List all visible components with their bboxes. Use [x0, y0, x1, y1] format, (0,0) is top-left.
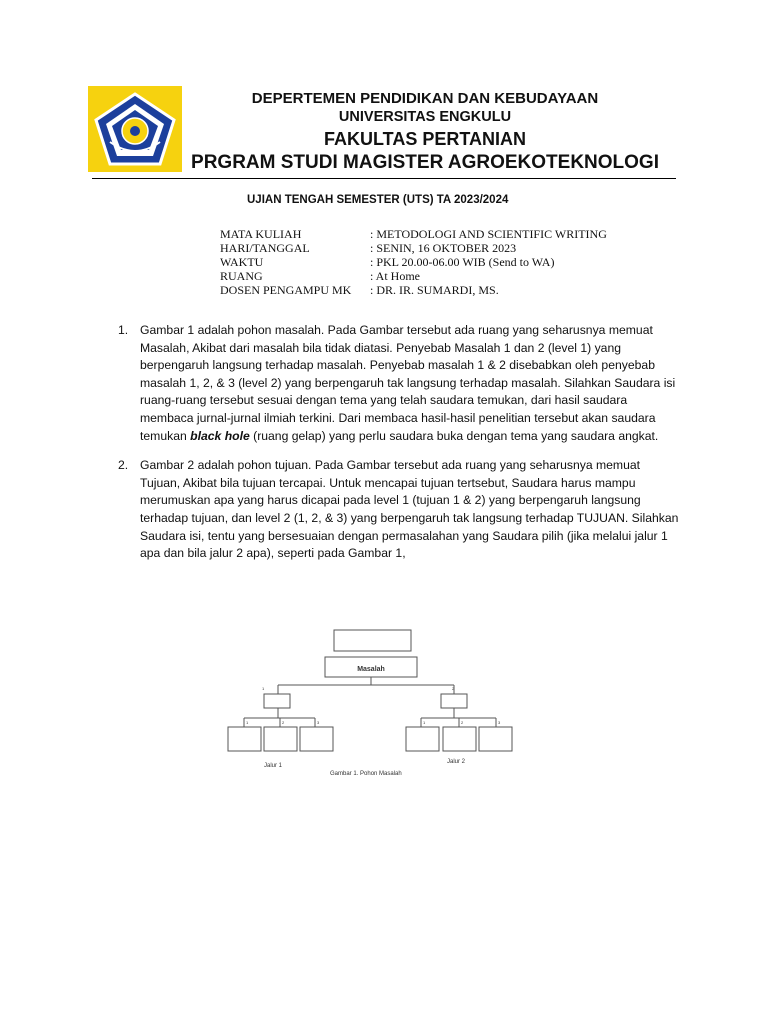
header-divider	[92, 178, 676, 179]
question-item	[118, 457, 678, 563]
subcause-number: 2	[282, 720, 285, 725]
info-row-lecturer	[220, 283, 499, 297]
path-label-2: Jalur 2	[447, 759, 466, 765]
subcause-number: 1	[246, 720, 249, 725]
diagram-caption: Gambar 1. Pohon Masalah	[330, 771, 402, 777]
info-row-room	[220, 269, 420, 283]
info-label: DOSEN PENGAMPU MK	[220, 283, 352, 297]
question-text	[140, 322, 680, 445]
question-number: 1.	[118, 323, 129, 337]
info-row-course	[220, 227, 607, 241]
exam-title: UJIAN TENGAH SEMESTER (UTS) TA 2023/2024	[247, 194, 509, 206]
info-row-date	[220, 241, 516, 255]
cause-number: 1	[262, 686, 265, 691]
subcause-number: 3	[498, 720, 501, 725]
subcause-box	[443, 727, 476, 751]
cause-box-2	[441, 694, 467, 708]
problem-label: Masalah	[357, 666, 385, 673]
subcause-number: 3	[317, 720, 320, 725]
university-logo	[88, 86, 182, 172]
question-text	[140, 457, 680, 563]
subcause-box	[264, 727, 297, 751]
info-row-time	[220, 255, 554, 269]
subcause-box	[300, 727, 333, 751]
info-value: : DR. IR. SUMARDI, MS.	[370, 283, 499, 297]
question-text-part: Gambar 2 adalah pohon tujuan. Pada Gambar tersebut ada ruang yang seharusnya memuat Tujuan, Akibat bila tujuan tercapai. Untuk mencapai tujuan tertsebut, Saudara harus mampu merumuskan apa yang harus dicapai pada level 1 (tujuan 1 & 2) yang berpengaruh langsung terhadap tujuan, dan level 2 (1, 2, & 3) yang berpengaruh tak langsung terhadap TUJUAN. Silahkan Saudara isi, tentu yang bersesuaian dengan permasalahan yang Saudara pilih (jika melalui jalur 1 apa dan bila jalur 2 apa), seperti pada Gambar 1,	[140, 458, 679, 561]
question-number: 2.	[118, 458, 129, 473]
info-label: RUANG	[220, 269, 263, 283]
effect-box	[334, 630, 411, 651]
cause-box-1	[264, 694, 290, 708]
question-text-part: Gambar 1 adalah pohon masalah. Pada Gambar tersebut ada ruang yang seharusnya memuat Masalah, Akibat dari masalah bila tidak diatasi. Penyebab Masalah 1 dan 2 (level 1) yang berpengaruh langsung terhadap masalah. Penyebab masalah 1 & 2 disebabkan oleh penyebab masalah 1, 2, & 3 (level 2) yang berpengaruh tak langsung terhadap masalah. Silahkan Saudara isi ruang-ruang tersebut sesuai dengan tema yang telah saudara temukan, dari hasil saudara membaca jurnal-jurnal ilmiah terkini. Dari membaca hasil-hasil penelitian tersebut akan saudara temukan	[140, 323, 676, 443]
info-value: : At Home	[370, 269, 420, 283]
subcause-box	[479, 727, 512, 751]
info-value: : SENIN, 16 OKTOBER 2023	[370, 241, 517, 255]
cause-number: 2	[452, 686, 455, 691]
question-text-part: (ruang gelap) yang perlu saudara buka dengan tema yang saudara angkat.	[249, 428, 659, 443]
info-value: : PKL 20.00-06.00 WIB (Send to WA)	[370, 255, 555, 269]
question-list	[118, 322, 678, 575]
faculty-name: FAKULTAS PERTANIAN	[324, 129, 526, 149]
ministry-name: DEPERTEMEN PENDIDIKAN DAN KEBUDAYAAN	[251, 90, 599, 107]
question-item	[118, 322, 678, 445]
subcause-box	[406, 727, 439, 751]
info-label: HARI/TANGGAL	[220, 241, 310, 255]
info-value: : METODOLOGI AND SCIENTIFIC WRITING	[370, 227, 607, 241]
program-name: PRGRAM STUDI MAGISTER AGROEKOTEKNOLOGI	[191, 152, 659, 173]
question-emphasis: black hole	[190, 428, 250, 443]
university-name: UNIVERSITAS ENGKULU	[338, 109, 512, 125]
subcause-number: 1	[423, 720, 426, 725]
subcause-number: 2	[461, 720, 464, 725]
subcause-box	[228, 727, 261, 751]
problem-tree-diagram	[220, 624, 530, 789]
path-label-1: Jalur 1	[264, 763, 283, 769]
info-label: WAKTU	[220, 255, 264, 269]
info-label: MATA KULIAH	[220, 227, 302, 241]
